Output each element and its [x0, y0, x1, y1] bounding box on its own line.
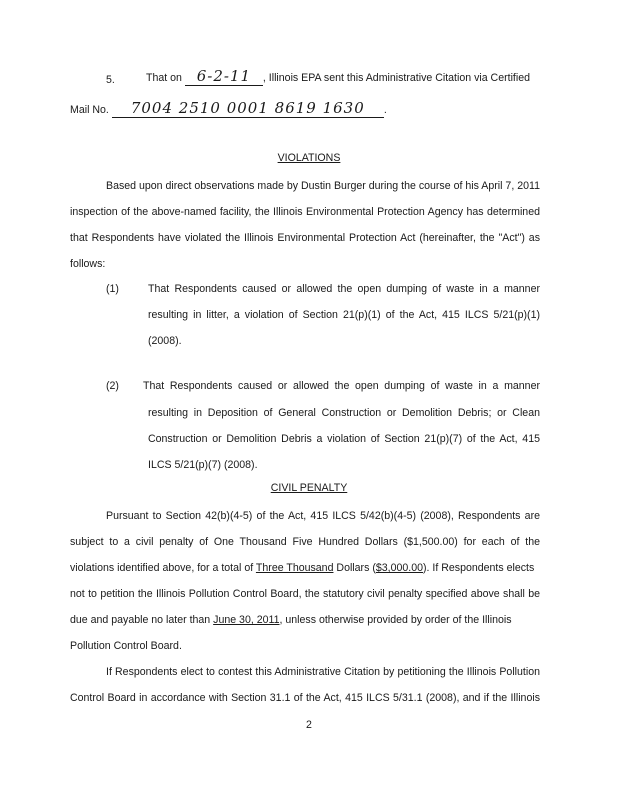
intro-line-1: Based upon direct observations made by Dustin Burger during the course of his April 7, 2011 — [106, 180, 540, 192]
penalty-line-3-c: ). If Respondents elects — [423, 562, 535, 574]
handwritten-mail-number: 7004 2510 0001 8619 1630 — [112, 102, 384, 118]
page-number: 2 — [306, 719, 312, 731]
intro-line-3: that Respondents have violated the Illinois Environmental Protection Act (hereinafter, the "Act") as — [70, 232, 540, 244]
paragraph-5-prefix: That on — [146, 72, 182, 84]
penalty-line-6: Pollution Control Board. — [70, 640, 182, 652]
intro-line-4: follows: — [70, 258, 106, 270]
penalty-line-8: Control Board in accordance with Section 31.1 of the Act, 415 ILCS 5/31.1 (2008), and if the Illinois — [70, 692, 540, 704]
penalty-line-7: If Respondents elect to contest this Administrative Citation by petitioning the Illinois Pollution — [106, 666, 540, 678]
paragraph-5-suffix: . — [383, 104, 387, 116]
violation-2-line-2: resulting in Deposition of General Construction or Demolition Debris; or Clean — [148, 407, 540, 419]
due-date: June 30, 2011 — [213, 614, 280, 626]
paragraph-5-middle: , Illinois EPA sent this Administrative Citation via Certified — [262, 72, 531, 84]
violation-2-number: (2) — [106, 380, 119, 392]
violation-1-number: (1) — [106, 283, 119, 295]
penalty-line-3 — [70, 562, 540, 575]
violation-2-line-1: That Respondents caused or allowed the open dumping of waste in a manner — [143, 380, 540, 392]
paragraph-5-line-2 — [70, 99, 387, 118]
penalty-line-3-b: Dollars ( — [333, 562, 376, 574]
violation-1-line-2: resulting in litter, a violation of Section 21(p)(1) of the Act, 415 ILCS 5/21(p)(1) — [148, 309, 540, 321]
paragraph-5-number: 5. — [106, 74, 115, 86]
handwritten-date: 6-2-11 — [185, 70, 263, 86]
penalty-line-2: subject to a civil penalty of One Thousand Five Hundred Dollars ($1,500.00) for each of the — [70, 536, 540, 548]
penalty-line-1: Pursuant to Section 42(b)(4-5) of the Act, 415 ILCS 5/42(b)(4-5) (2008), Respondents are — [106, 510, 540, 522]
penalty-line-5-b: , unless otherwise provided by order of the Illinois — [279, 614, 512, 626]
intro-line-2: inspection of the above-named facility, the Illinois Environmental Protection Agency has determined — [70, 206, 540, 218]
total-in-words: Three Thousand — [255, 562, 334, 574]
violations-heading: VIOLATIONS — [277, 152, 341, 164]
violation-2-line-4: ILCS 5/21(p)(7) (2008). — [148, 459, 258, 471]
total-amount: $3,000.00 — [375, 562, 423, 574]
paragraph-5-line-1 — [146, 67, 531, 86]
penalty-line-4: not to petition the Illinois Pollution Control Board, the statutory civil penalty specified above shall be — [70, 588, 540, 600]
violation-1-line-1: That Respondents caused or allowed the open dumping of waste in a manner — [148, 283, 540, 295]
penalty-line-5-a: due and payable no later than — [70, 614, 211, 626]
violation-1-line-3: (2008). — [148, 335, 182, 347]
penalty-line-3-a: violations identified above, for a total of — [70, 562, 254, 574]
violation-2-line-3: Construction or Demolition Debris a violation of Section 21(p)(7) of the Act, 415 — [148, 433, 540, 445]
civil-penalty-heading: CIVIL PENALTY — [270, 482, 348, 494]
penalty-line-5 — [70, 614, 540, 627]
mail-label: Mail No. — [70, 104, 109, 116]
